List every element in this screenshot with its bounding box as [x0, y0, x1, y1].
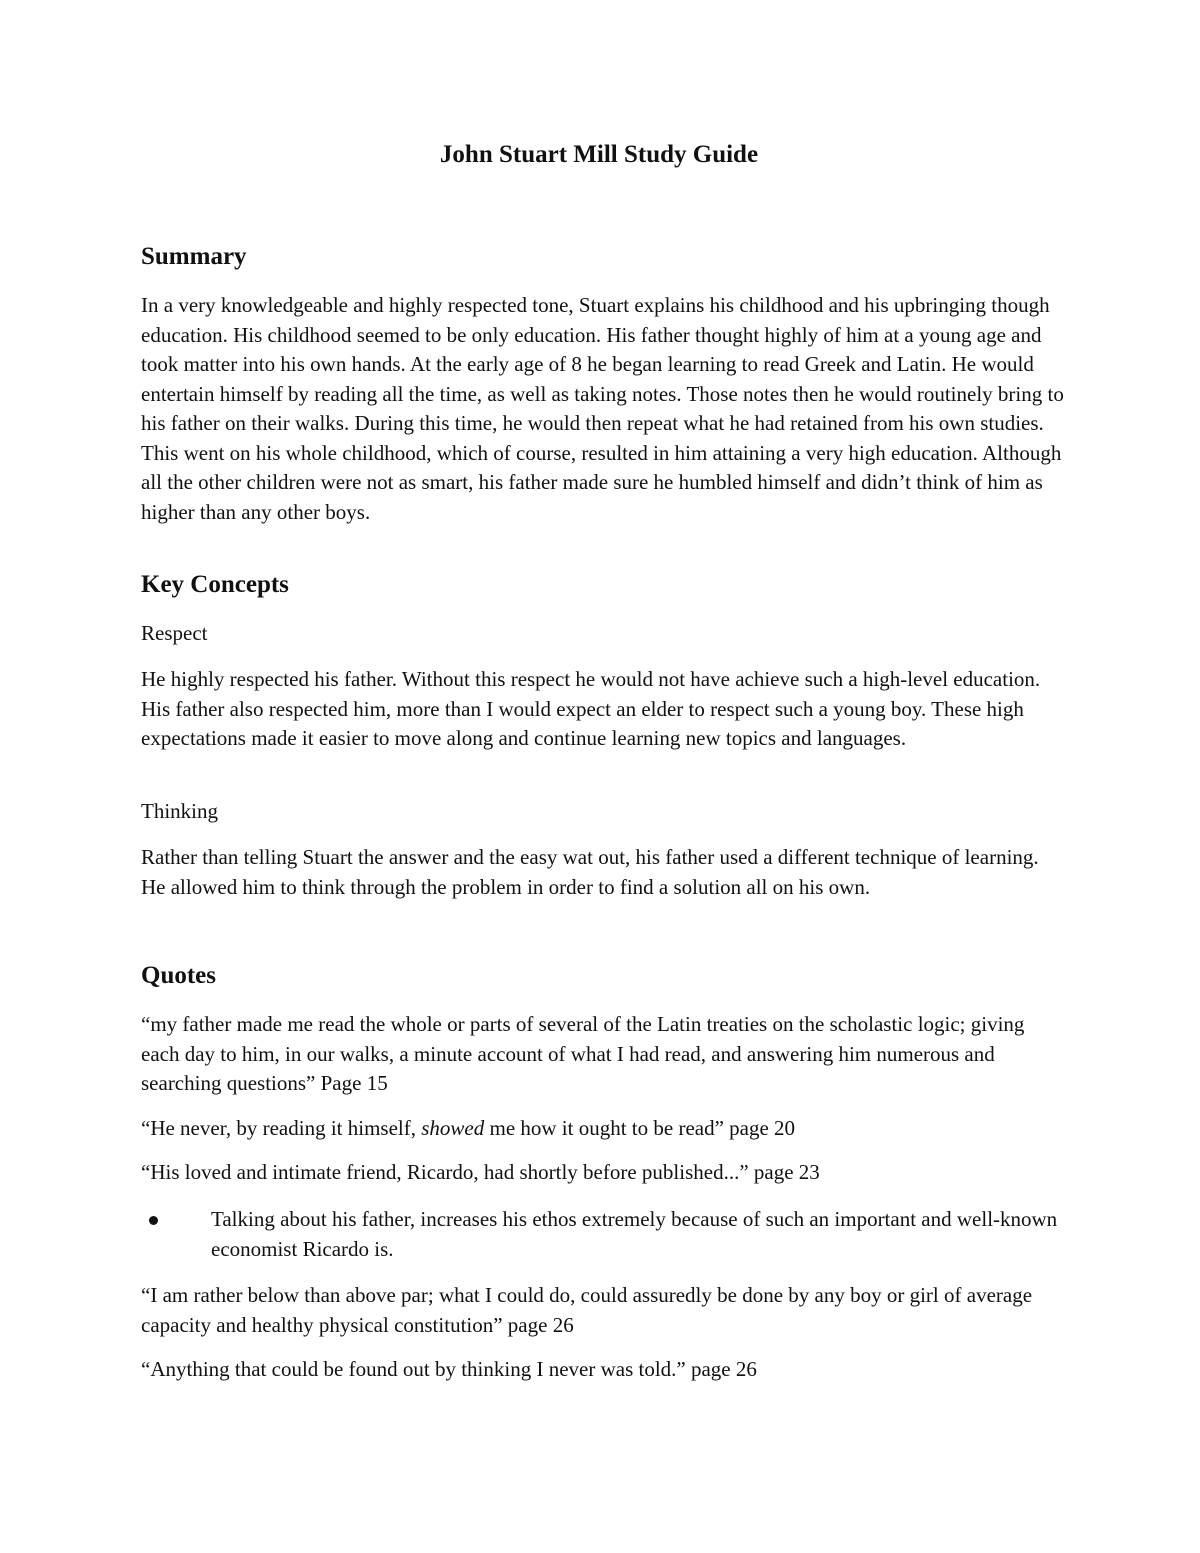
summary-paragraph: In a very knowledgeable and highly respected tone, Stuart explains his childhood and his upbringing though education. His childhood seemed to be only education. His father thought highly of him at a young age and took matter into his own hands. At the early age of 8 he began learning to read Greek and Latin. He would entertain himself by reading all the time, as well as taking notes. Those notes then he would routinely bring to his father on their walks. During this time, he would then repeat what he had retained from his own studies. This went on his whole childhood, which of course, resulted in him attaining a very high education. Although all the other children were not as smart, his father made sure he humbled himself and didn’t think of him as higher than any other boys.: [141, 293, 1064, 524]
respect-label: Respect: [141, 621, 208, 645]
respect-paragraph: He highly respected his father. Without this respect he would not have achieve such a high-level education. His father also respected him, more than I would expect an elder to respect such a young boy. These high expectations made it easier to move along and continue learning new topics and languages.: [141, 667, 1041, 750]
summary-heading: Summary: [141, 243, 247, 270]
key-concepts-heading: Key Concepts: [141, 571, 289, 598]
quote-4: “I am rather below than above par; what I could do, could assuredly be done by any boy or girl of average capacity and healthy physical constitution” page 26: [141, 1283, 1033, 1337]
thinking-label: Thinking: [141, 799, 218, 823]
quote-2-start: “He never, by reading it himself,: [141, 1116, 422, 1140]
quote-2: [141, 1114, 1066, 1144]
thinking-paragraph: Rather than telling Stuart the answer and the easy wat out, his father used a different technique of learning. He allowed him to think through the problem in order to find a solution all on his own.: [141, 845, 1039, 899]
quote-2-emphasis: showed: [421, 1116, 485, 1140]
quotes-heading: Quotes: [141, 962, 216, 989]
page-title: John Stuart Mill Study Guide: [439, 141, 759, 168]
quote-2-end: me how it ought to be read” page 20: [484, 1116, 796, 1140]
quote-5: “Anything that could be found out by thinking I never was told.” page 26: [141, 1357, 757, 1381]
bullet-text: Talking about his father, increases his ethos extremely because of such an important and well-known economist Ricardo is.: [211, 1207, 1058, 1261]
quote-1: “my father made me read the whole or parts of several of the Latin treaties on the scholastic logic; giving each day to him, in our walks, a minute account of what I had read, and answering him numerous and searching questions” Page 15: [141, 1012, 1025, 1095]
quote-3: “His loved and intimate friend, Ricardo, had shortly before published...” page 23: [141, 1160, 820, 1184]
bullet-icon: [149, 1216, 158, 1225]
